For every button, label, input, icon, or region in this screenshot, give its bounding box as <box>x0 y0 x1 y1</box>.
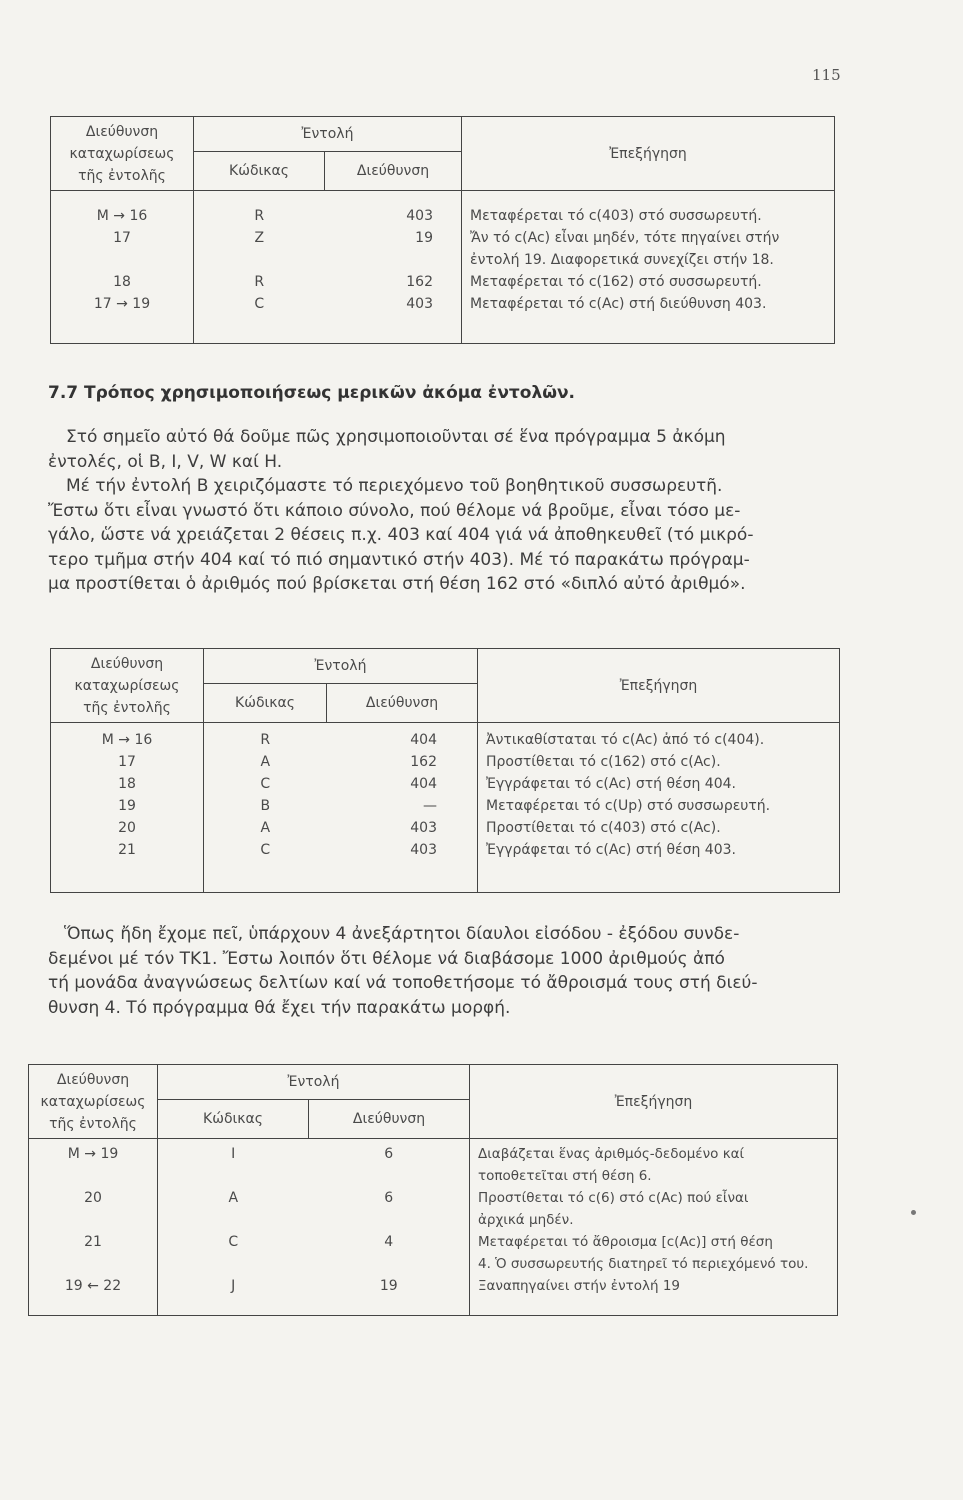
header-address: Διεύθυνση <box>327 684 478 723</box>
header-location-line: καταχωρίσεως <box>40 1093 146 1110</box>
code-cell <box>158 1253 309 1275</box>
header-location-line: τῆς ἐντολῆς <box>49 1115 137 1132</box>
table-row <box>51 191 835 344</box>
paragraph-line: δεμένοι μέ τόν TK1. Ἔστω λοιπόν ὅτι θέλομε νά διαβάσομε 1000 ἀριθμούς ἀπό <box>48 948 725 969</box>
table-row <box>29 1139 838 1316</box>
code-cell: R <box>254 208 265 224</box>
margin-dot <box>911 1210 916 1215</box>
paragraph-line: θυνση 4. Τό πρόγραμμα θά ἔχει τήν παρακάτω μορφή. <box>48 997 511 1018</box>
program-table-2 <box>50 648 840 893</box>
code-cell: I <box>231 1146 236 1162</box>
paragraph-1 <box>48 425 848 597</box>
address-cell <box>309 1209 470 1231</box>
location-cell: 21 <box>84 1234 102 1250</box>
header-address: Διεύθυνση <box>325 152 462 191</box>
code-cell: C <box>228 1234 239 1250</box>
paragraph-line: ἐντολές, οἱ B, I, V, W καί H. <box>48 451 283 472</box>
address-column <box>309 1139 470 1316</box>
program-table-1 <box>50 116 835 344</box>
explanation-cell: 4. Ὁ συσσωρευτής διατηρεῖ τό περιεχόμενό του. <box>478 1256 809 1272</box>
location-cell: 20 <box>84 1190 102 1206</box>
code-cell: Z <box>254 230 265 246</box>
address-cell: 403 <box>410 820 437 836</box>
address-cell: 404 <box>410 732 437 748</box>
header-explanation: Ἐπεξήγηση <box>470 1065 838 1139</box>
location-cell: M → 16 <box>101 732 153 748</box>
header-location <box>51 649 204 723</box>
header-location-line: Διεύθυνση <box>90 655 164 672</box>
header-code: Κώδικας <box>204 684 327 723</box>
explanation-cell: τοποθετεῖται στή θέση 6. <box>478 1168 652 1184</box>
address-cell: 6 <box>384 1146 394 1162</box>
code-column <box>204 723 327 893</box>
location-cell: 18 <box>113 274 131 290</box>
explanation-cell: Προστίθεται τό c(403) στό c(Ac). <box>486 820 721 836</box>
header-location <box>51 117 194 191</box>
explanation-cell: Ξαναπηγαίνει στήν ἐντολή 19 <box>478 1278 681 1294</box>
location-cell: 19 <box>118 798 136 814</box>
header-code: Κώδικας <box>194 152 325 191</box>
explanation-cell: Ἄν τό c(Ac) εἶναι μηδέν, τότε πηγαίνει στήν <box>470 230 780 246</box>
table-row <box>51 723 840 893</box>
location-cell: M → 19 <box>67 1146 119 1162</box>
code-column <box>194 191 325 344</box>
explanation-cell: Μεταφέρεται τό ἄθροισμα [c(Ac)] στή θέση <box>478 1234 773 1250</box>
header-address: Διεύθυνση <box>309 1100 470 1139</box>
location-cell <box>29 1253 157 1275</box>
paragraph-line: τή μονάδα ἀναγνώσεως δελτίων καί νά τοποθετήσομε τό ἄθροισμά τους στή διεύ- <box>48 973 758 993</box>
explanation-cell: Ἐγγράφεται τό c(Ac) στή θέση 404. <box>486 776 736 792</box>
address-cell <box>325 249 434 271</box>
address-cell: 403 <box>406 296 433 312</box>
section-heading: 7.7 Τρόπος χρησιμοποιήσεως μερικῶν ἀκόμα ἐντολῶν. <box>48 383 576 403</box>
address-cell: 162 <box>406 274 433 290</box>
location-cell: 20 <box>118 820 136 836</box>
explanation-cell: Μεταφέρεται τό c(Ac) στή διεύθυνση 403. <box>470 296 767 312</box>
location-cell <box>29 1209 157 1231</box>
header-location-line: Διεύθυνση <box>56 1071 130 1088</box>
address-column <box>325 191 462 344</box>
header-code: Κώδικας <box>158 1100 309 1139</box>
paragraph-line: Μέ τήν ἐντολή B χειριζόμαστε τό περιεχόμενο τοῦ βοηθητικοῦ συσσωρευτῆ. <box>66 476 723 496</box>
location-cell <box>51 249 193 271</box>
location-column <box>51 191 194 344</box>
explanation-column <box>462 191 835 344</box>
address-cell: 4 <box>384 1234 394 1250</box>
explanation-cell: Διαβάζεται ἕνας ἀριθμός-δεδομένο καί <box>478 1146 745 1162</box>
location-cell: 18 <box>118 776 136 792</box>
paragraph-line: Ὅπως ἤδη ἔχομε πεῖ, ὑπάρχουν 4 ἀνεξάρτητοι δίαυλοι εἰσόδου - ἐξόδου συνδε- <box>64 924 740 944</box>
code-cell: R <box>254 274 265 290</box>
explanation-column <box>470 1139 838 1316</box>
address-cell: 19 <box>379 1278 398 1294</box>
address-cell: 403 <box>406 208 433 224</box>
code-cell: A <box>228 1190 239 1206</box>
header-explanation: Ἐπεξήγηση <box>478 649 840 723</box>
address-cell: 162 <box>410 754 437 770</box>
header-location-line: τῆς ἐντολῆς <box>83 699 171 716</box>
page-number: 115 <box>812 66 841 84</box>
explanation-cell: Ἐγγράφεται τό c(Ac) στή θέση 403. <box>486 842 736 858</box>
location-cell: 17 <box>113 230 131 246</box>
code-cell <box>194 249 325 271</box>
code-column <box>158 1139 309 1316</box>
paragraph-line: γάλο, ὥστε νά χρειάζεται 2 θέσεις π.χ. 403 καί 404 γιά νά ἀποθηκευθεῖ (τό μικρό- <box>48 525 754 545</box>
explanation-cell: Μεταφέρεται τό c(Up) στό συσσωρευτή. <box>486 798 771 814</box>
paragraph-2 <box>48 922 863 1020</box>
header-location-line: τῆς ἐντολῆς <box>78 167 166 184</box>
code-cell <box>158 1209 309 1231</box>
paragraph-line: τερο τμῆμα στήν 404 καί τό πιό σημαντικό στήν 403). Μέ τό παρακάτω πρόγραμ- <box>48 549 750 570</box>
location-cell: 17 → 19 <box>93 296 151 312</box>
explanation-cell: ἐντολή 19. Διαφορετικά συνεχίζει στήν 18. <box>470 252 774 268</box>
code-cell: C <box>254 296 265 312</box>
header-explanation: Ἐπεξήγηση <box>462 117 835 191</box>
address-cell <box>309 1165 470 1187</box>
code-cell <box>158 1165 309 1187</box>
address-cell <box>309 1253 470 1275</box>
explanation-cell: Προστίθεται τό c(6) στό c(Ac) πού εἶναι <box>478 1190 749 1206</box>
paragraph-line: μα προστίθεται ὁ ἀριθμός πού βρίσκεται στή θέση 162 στό «διπλό αὐτό ἀριθμό». <box>48 574 746 594</box>
header-location-line: Διεύθυνση <box>85 123 159 140</box>
code-cell: C <box>260 776 271 792</box>
explanation-cell: Προστίθεται τό c(162) στό c(Ac). <box>486 754 721 770</box>
header-instruction: Ἐντολή <box>158 1065 470 1100</box>
address-cell: — <box>423 798 437 814</box>
location-column <box>29 1139 158 1316</box>
code-cell: J <box>231 1278 236 1294</box>
paragraph-line: Στό σημεῖο αὐτό θά δοῦμε πῶς χρησιμοποιοῦνται σέ ἕνα πρόγραμμα 5 ἀκόμη <box>66 427 726 447</box>
address-cell: 19 <box>415 230 433 246</box>
explanation-cell: ἀρχικά μηδέν. <box>478 1212 574 1228</box>
location-cell <box>29 1165 157 1187</box>
header-location-line: καταχωρίσεως <box>74 677 180 694</box>
header-instruction: Ἐντολή <box>204 649 478 684</box>
location-cell: M → 16 <box>96 208 148 224</box>
location-cell: 21 <box>118 842 136 858</box>
code-cell: R <box>260 732 271 748</box>
location-cell: 17 <box>118 754 136 770</box>
explanation-column <box>478 723 840 893</box>
program-table-3 <box>28 1064 838 1316</box>
explanation-cell: Μεταφέρεται τό c(403) στό συσσωρευτή. <box>470 208 762 224</box>
explanation-cell: Ἀντικαθίσταται τό c(Ac) ἀπό τό c(404). <box>486 732 765 748</box>
header-location <box>29 1065 158 1139</box>
address-column <box>327 723 478 893</box>
paragraph-line: Ἔστω ὅτι εἶναι γνωστό ὅτι κάποιο σύνολο, πού θέλομε νά βροῦμε, εἶναι τόσο με- <box>48 500 741 521</box>
header-location-line: καταχωρίσεως <box>69 145 175 162</box>
header-instruction: Ἐντολή <box>194 117 462 152</box>
explanation-cell: Μεταφέρεται τό c(162) στό συσσωρευτή. <box>470 274 762 290</box>
location-column <box>51 723 204 893</box>
location-cell: 19 ← 22 <box>64 1278 122 1294</box>
code-cell: C <box>260 842 271 858</box>
code-cell: B <box>260 798 271 814</box>
address-cell: 403 <box>410 842 437 858</box>
address-cell: 6 <box>384 1190 394 1206</box>
code-cell: A <box>260 820 271 836</box>
code-cell: A <box>260 754 271 770</box>
address-cell: 404 <box>410 776 437 792</box>
